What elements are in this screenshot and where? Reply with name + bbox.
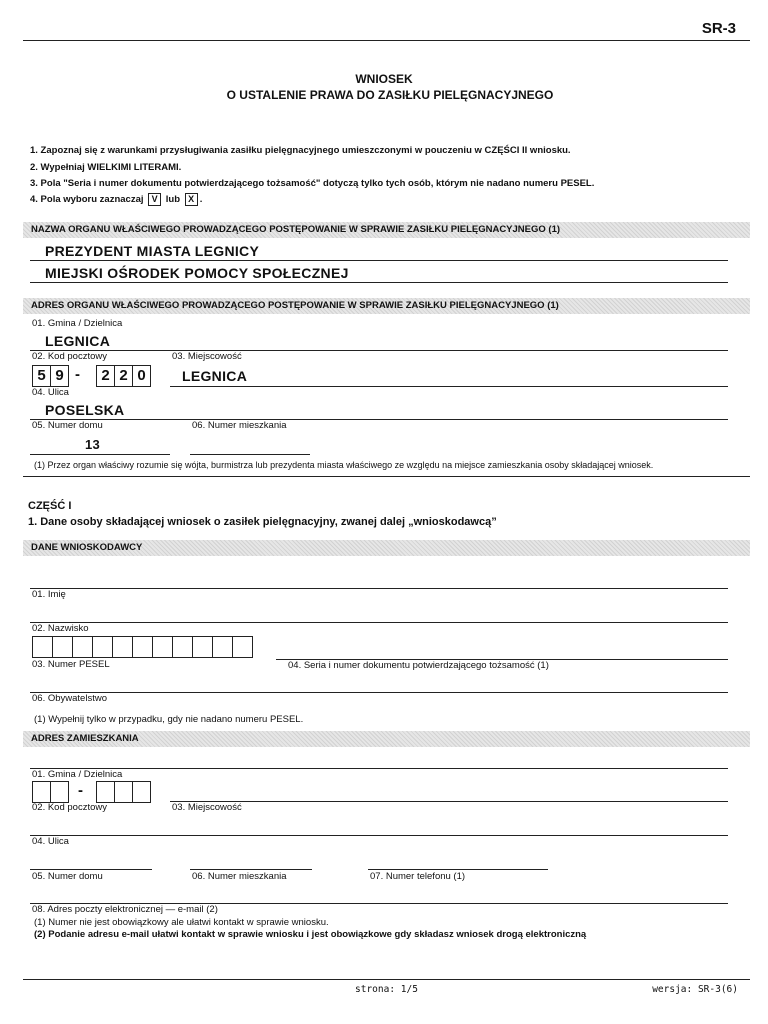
organ-city-value[interactable]: LEGNICA — [182, 368, 248, 384]
organ-postal-label: 02. Kod pocztowy — [32, 351, 107, 362]
surname-rule — [30, 622, 728, 623]
res-postal-box-1[interactable] — [32, 781, 51, 803]
pesel-box-10[interactable] — [212, 636, 233, 658]
res-street-rule — [30, 835, 728, 836]
organ-line2-rule — [30, 282, 728, 283]
checkmark-v-icon: V — [148, 193, 161, 206]
postal-digit-3[interactable]: 2 — [96, 365, 115, 387]
res-phone-rule — [368, 869, 548, 870]
instruction-4 — [30, 193, 202, 206]
surname-label: 02. Nazwisko — [32, 623, 89, 634]
organ-gmina-value[interactable]: LEGNICA — [45, 333, 111, 349]
organ-house-rule — [30, 454, 170, 455]
organ-line2[interactable]: MIEJSKI OŚRODEK POMOCY SPOŁECZNEJ — [45, 265, 349, 281]
organ-footnote: (1) Przez organ właściwy rozumie się wójta, burmistrza lub prezydenta miasta właściwego ze względu na miejsce zamieszkania osoby składającej wniosek. — [34, 460, 654, 470]
part1-subtitle: 1. Dane osoby składającej wniosek o zasiłek pielęgnacyjny, zwanej dalej „wnioskodawcą” — [28, 516, 497, 528]
organ-city-rule — [170, 386, 728, 387]
organ-street-label: 04. Ulica — [32, 387, 69, 398]
pesel-box-1[interactable] — [32, 636, 53, 658]
organ-city-label: 03. Miejscowość — [172, 351, 242, 362]
citizenship-rule — [30, 692, 728, 693]
organ-flat-rule — [190, 454, 310, 455]
organ-section-bottom-rule — [23, 476, 750, 477]
postal-dash: - — [75, 366, 80, 383]
organ-house-label: 05. Numer domu — [32, 420, 103, 431]
instruction-2: 2. Wypełniaj WIELKIMI LITERAMI. — [30, 162, 182, 173]
instruction-1: 1. Zapoznaj się z warunkami przysługiwania zasiłku pielęgnacyjnego umieszczonymi w pouczeniu w CZĘŚCI II wniosku. — [30, 145, 571, 156]
instruction-4-text: 4. Pola wyboru zaznaczaj — [30, 194, 144, 206]
res-gmina-label: 01. Gmina / Dzielnica — [32, 769, 123, 780]
pesel-box-8[interactable] — [172, 636, 193, 658]
checkmark-x-icon: X — [185, 193, 198, 206]
organ-house-value[interactable]: 13 — [85, 437, 101, 452]
pesel-box-3[interactable] — [72, 636, 93, 658]
organ-flat-label: 06. Numer mieszkania — [192, 420, 287, 431]
res-postal-box-2[interactable] — [50, 781, 69, 803]
organ-street-value[interactable]: POSELSKA — [45, 402, 125, 418]
res-email-label: 08. Adres poczty elektronicznej — e-mail (2) — [32, 904, 218, 915]
page-number: strona: 1/5 — [355, 984, 418, 995]
organ-header: NAZWA ORGANU WŁAŚCIWEGO PROWADZĄCEGO POSTĘPOWANIE W SPRAWIE ZASIŁKU PIELĘGNACYJNEGO (1) — [23, 222, 750, 238]
res-street-label: 04. Ulica — [32, 836, 69, 847]
res-postal-box-5[interactable] — [132, 781, 151, 803]
res-house-label: 05. Numer domu — [32, 871, 103, 882]
pesel-box-6[interactable] — [132, 636, 153, 658]
title-line2: O USTALENIE PRAWA DO ZASIŁKU PIELĘGNACYJNEGO — [226, 88, 554, 102]
first-name-label: 01. Imię — [32, 589, 66, 600]
res-postal-box-4[interactable] — [114, 781, 133, 803]
footer-rule — [23, 979, 750, 980]
postal-digit-5[interactable]: 0 — [132, 365, 151, 387]
part1-title: CZĘŚĆ I — [28, 500, 72, 512]
id-doc-label: 04. Seria i numer dokumentu potwierdzającego tożsamość (1) — [288, 660, 549, 671]
res-gmina-rule — [30, 768, 728, 769]
res-note1: (1) Numer nie jest obowiązkowy ale ułatwi kontakt w sprawie wniosku. — [34, 917, 329, 928]
pesel-box-7[interactable] — [152, 636, 173, 658]
pesel-box-2[interactable] — [52, 636, 73, 658]
pesel-label: 03. Numer PESEL — [32, 659, 110, 670]
organ-line1[interactable]: PREZYDENT MIASTA LEGNICY — [45, 243, 260, 259]
postal-digit-2[interactable]: 9 — [50, 365, 69, 387]
res-postal-label: 02. Kod pocztowy — [32, 802, 107, 813]
applicant-header: DANE WNIOSKODAWCY — [23, 540, 750, 556]
pesel-box-5[interactable] — [112, 636, 133, 658]
pesel-box-4[interactable] — [92, 636, 113, 658]
organ-line1-rule — [30, 260, 728, 261]
organ-street-rule — [30, 419, 728, 420]
res-flat-rule — [190, 869, 312, 870]
first-name-rule — [30, 588, 728, 589]
instruction-3: 3. Pola "Seria i numer dokumentu potwierdzającego tożsamość" dotyczą tylko tych osób, którym nie nadano numeru PESEL. — [30, 178, 595, 189]
res-city-rule — [170, 801, 728, 802]
residence-header: ADRES ZAMIESZKANIA — [23, 731, 750, 747]
res-city-label: 03. Miejscowość — [172, 802, 242, 813]
organ-gmina-label: 01. Gmina / Dzielnica — [32, 318, 123, 329]
top-rule — [23, 40, 750, 41]
form-code: SR-3 — [701, 20, 736, 37]
res-postal-box-3[interactable] — [96, 781, 115, 803]
organ-address-header: ADRES ORGANU WŁAŚCIWEGO PROWADZĄCEGO POSTĘPOWANIE W SPRAWIE ZASIŁKU PIELĘGNACYJNEGO (1) — [23, 298, 750, 314]
res-phone-label: 07. Numer telefonu (1) — [370, 871, 466, 882]
res-note2: (2) Podanie adresu e-mail ułatwi kontakt w sprawie wniosku i jest obowiązkowe gdy składasz wniosek drogą elektroniczną — [34, 929, 587, 940]
res-postal-dash: - — [78, 782, 83, 799]
form-version: wersja: SR-3(6) — [652, 984, 738, 995]
postal-digit-4[interactable]: 2 — [114, 365, 133, 387]
instruction-4-or: lub — [165, 194, 181, 206]
pesel-box-9[interactable] — [192, 636, 213, 658]
postal-digit-1[interactable]: 5 — [32, 365, 51, 387]
res-house-rule — [30, 869, 152, 870]
citizenship-label: 06. Obywatelstwo — [32, 693, 107, 704]
res-flat-label: 06. Numer mieszkania — [192, 871, 287, 882]
organ-gmina-rule — [30, 350, 728, 351]
title-line1: WNIOSEK — [355, 72, 413, 86]
applicant-footnote: (1) Wypełnij tylko w przypadku, gdy nie nadano numeru PESEL. — [34, 714, 304, 725]
instruction-4-end: . — [199, 194, 203, 206]
pesel-box-11[interactable] — [232, 636, 253, 658]
